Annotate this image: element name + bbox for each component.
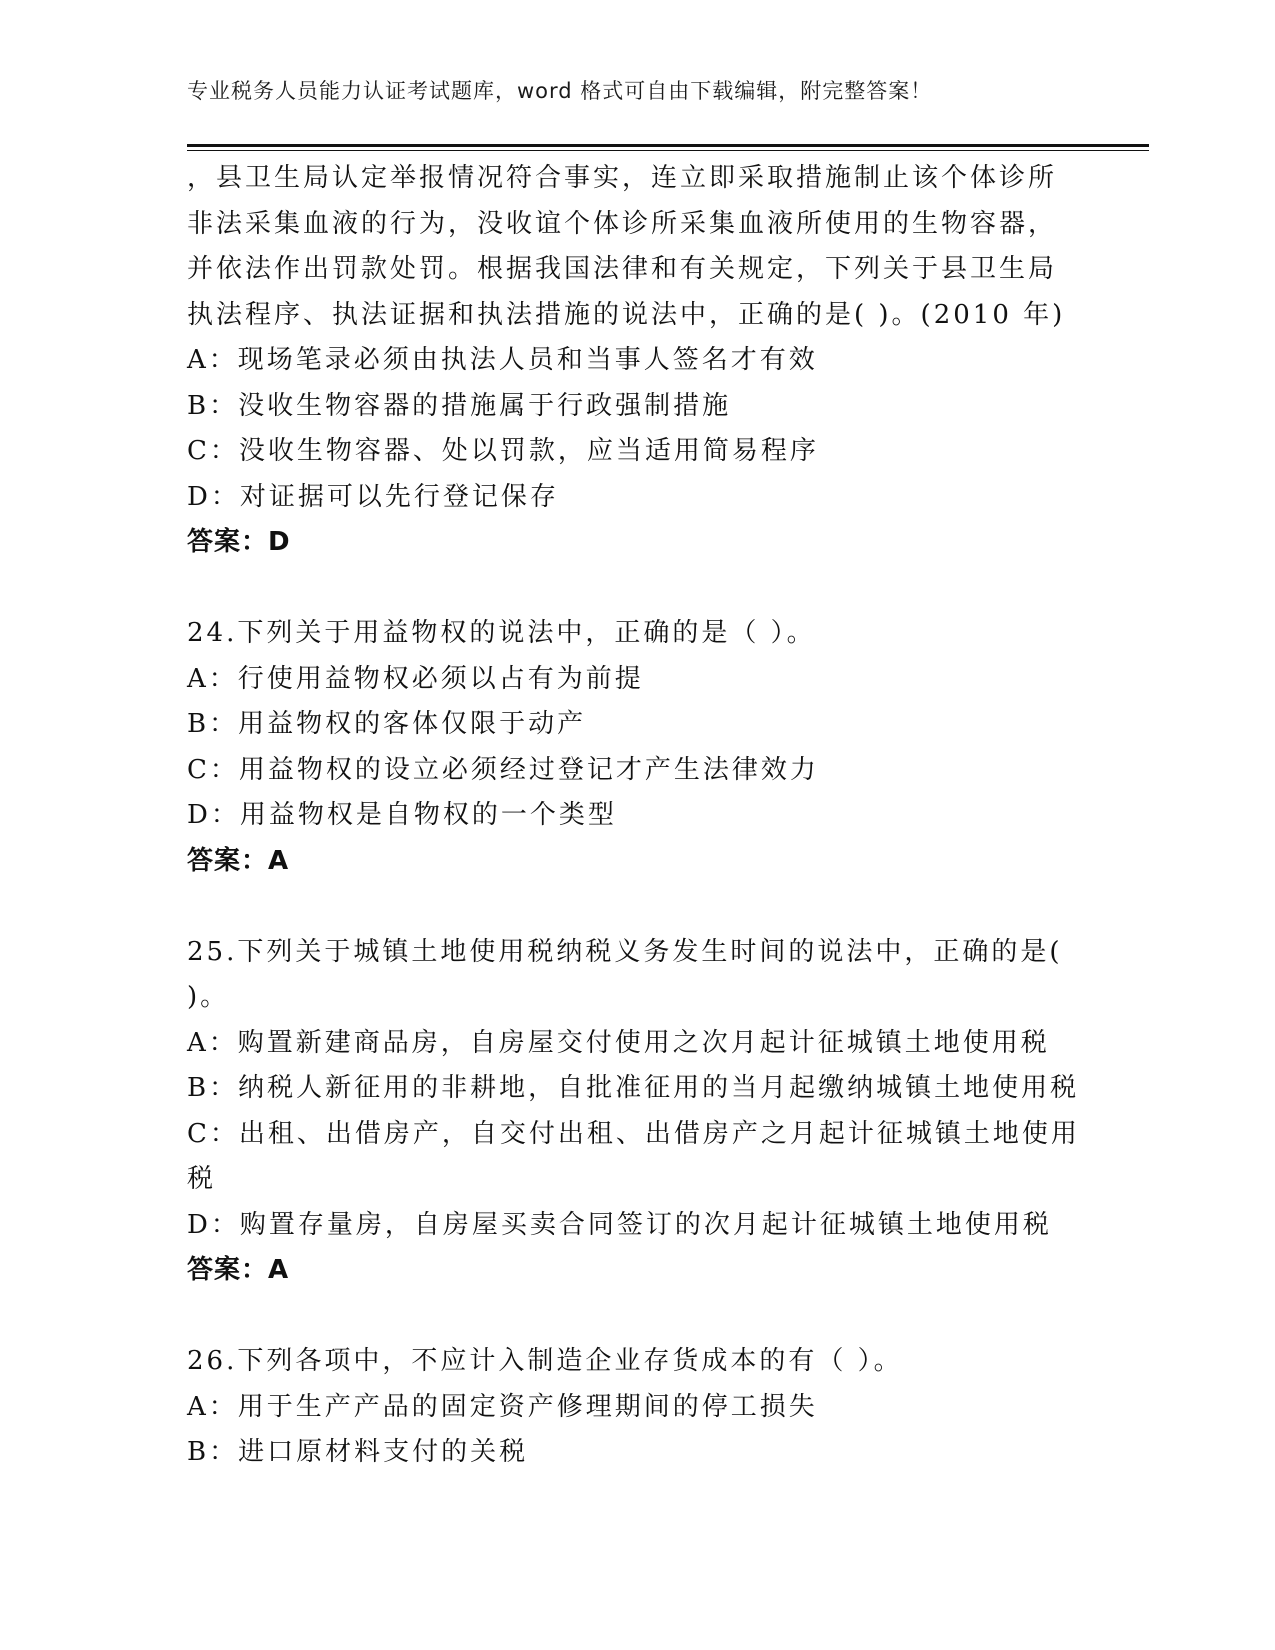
question-24 bbox=[187, 611, 1087, 884]
option-a: A：行使用益物权必须以占有为前提 bbox=[187, 663, 644, 694]
option-d: D：对证据可以先行登记保存 bbox=[187, 481, 559, 512]
question-26 bbox=[187, 1339, 1087, 1476]
question-stem-line: )。 bbox=[187, 982, 230, 1012]
question-25 bbox=[187, 930, 1087, 1294]
header-rule-thin bbox=[187, 150, 1149, 151]
answer-line: 答案：A bbox=[187, 1255, 290, 1285]
question-stem-line: 24.下列关于用益物权的说法中，正确的是（ ）。 bbox=[187, 618, 816, 648]
page-header: 专业税务人员能力认证考试题库，word 格式可自由下载编辑，附完整答案！ bbox=[187, 79, 933, 103]
question-stem-line: 执法程序、执法证据和执法措施的说法中，正确的是( )。(2010 年) bbox=[187, 299, 1066, 330]
option-d: D：用益物权是自物权的一个类型 bbox=[187, 800, 617, 830]
option-a: A：购置新建商品房，自房屋交付使用之次月起计征城镇土地使用税 bbox=[187, 1027, 1050, 1058]
option-c: C：用益物权的设立必须经过登记才产生法律效力 bbox=[187, 754, 819, 785]
question-23 bbox=[187, 156, 1087, 566]
question-stem-line: ，县卫生局认定举报情况符合事实，连立即采取措施制止该个体诊所 bbox=[187, 163, 1058, 193]
question-stem-line: 26.下列各项中，不应计入制造企业存货成本的有（ ）。 bbox=[187, 1346, 903, 1376]
spacer bbox=[187, 1294, 1087, 1340]
option-b: B：没收生物容器的措施属于行政强制措施 bbox=[187, 390, 732, 421]
option-a: A：现场笔录必须由执法人员和当事人签名才有效 bbox=[187, 345, 818, 375]
question-stem-line: 并依法作出罚款处罚。根据我国法律和有关规定，下列关于县卫生局 bbox=[187, 254, 1058, 284]
option-b: B：纳税人新征用的非耕地，自批准征用的当月起缴纳城镇土地使用税 bbox=[187, 1073, 1080, 1103]
answer-line: 答案：D bbox=[187, 527, 291, 557]
header-rule-thick bbox=[187, 144, 1149, 147]
option-b: B：用益物权的客体仅限于动产 bbox=[187, 709, 587, 739]
spacer bbox=[187, 566, 1087, 612]
option-c: C：没收生物容器、处以罚款，应当适用简易程序 bbox=[187, 436, 819, 466]
option-d: D：购置存量房，自房屋买卖合同签订的次月起计征城镇土地使用税 bbox=[187, 1209, 1052, 1240]
option-c-continuation: 税 bbox=[187, 1164, 217, 1194]
question-stem-line: 非法采集血液的行为，没收谊个体诊所采集血液所使用的生物容器， bbox=[187, 208, 1058, 239]
option-b: B：进口原材料支付的关税 bbox=[187, 1437, 529, 1467]
document-body bbox=[187, 156, 1087, 1476]
option-a: A：用于生产产品的固定资产修理期间的停工损失 bbox=[187, 1391, 818, 1422]
option-c: C：出租、出借房产，自交付出租、出借房产之月起计征城镇土地使用 bbox=[187, 1118, 1080, 1149]
question-stem-line: 25.下列关于城镇土地使用税纳税义务发生时间的说法中，正确的是( bbox=[187, 936, 1063, 967]
answer-line: 答案：A bbox=[187, 845, 290, 876]
spacer bbox=[187, 884, 1087, 930]
